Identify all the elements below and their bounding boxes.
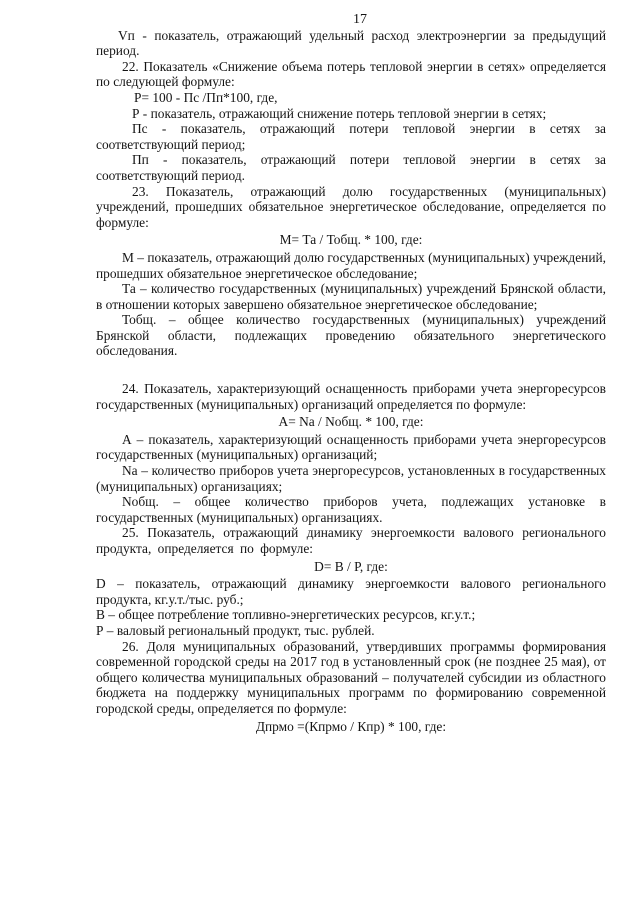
- paragraph-m-definition: М – показатель, отражающий долю государственных (муниципальных) учреждений, прошедших обязательное энергетическое обследование;: [96, 249, 606, 281]
- paragraph-a-definition: А – показатель, характеризующий оснащенность приборами учета энергоресурсов государственных (муниципальных) организаций;: [96, 431, 606, 463]
- document-page: [96, 12, 606, 736]
- paragraph-d-definition: D – показатель, отражающий динамику энергоемкости валового регионального продукта, кг.у.т./тыс. руб.;: [96, 576, 606, 607]
- blank-space: [96, 359, 606, 381]
- paragraph-r-definition: Р – валовый региональный продукт, тыс. рублей.: [96, 622, 375, 638]
- paragraph-ps-definition: Пс - показатель, отражающий потери тепловой энергии в сетях за соответствующий период;: [96, 121, 606, 152]
- formula-dprmo: Дпрмо =(Кпрмо / Кпр) * 100, где:: [255, 718, 447, 734]
- paragraph-vp-definition: Vп - показатель, отражающий удельный расход электроэнергии за предыдущий период.: [96, 27, 606, 59]
- paragraph-tobsch-definition: Тобщ. – общее количество государственных (муниципальных) учреждений Брянской области, подлежащих проведению обязательного энергетического обследования.: [96, 312, 606, 359]
- paragraph-item-24: 24. Показатель, характеризующий оснащенность приборами учета энергоресурсов государственных (муниципальных) организаций определяется по формуле:: [96, 381, 606, 412]
- paragraph-item-22: 22. Показатель «Снижение объема потерь тепловой энергии в сетях» определяется по следующей формуле:: [96, 58, 606, 90]
- formula-d: D= В / Р, где:: [314, 558, 388, 574]
- paragraph-pp-definition: Пп - показатель, отражающий потери тепловой энергии в сетях за соответствующий период.: [96, 152, 606, 183]
- formula-m: М= Та / Тобщ. * 100, где:: [279, 232, 423, 248]
- paragraph-na-definition: Nа – количество приборов учета энергоресурсов, установленных в государственных (муниципальных) организациях;: [96, 463, 606, 494]
- formula-p: Р= 100 - Пс /Пп*100, где,: [134, 89, 278, 105]
- page-number: 17: [353, 12, 367, 27]
- paragraph-v-definition: В – общее потребление топливно-энергетических ресурсов, кг.у.т.;: [96, 607, 476, 623]
- paragraph-p-definition: Р - показатель, отражающий снижение потерь тепловой энергии в сетях;: [132, 105, 547, 121]
- formula-a: А= Nа / Nобщ. * 100, где:: [278, 414, 424, 430]
- paragraph-item-25: 25. Показатель, отражающий динамику энергоемкости валового регионального продукта, определяется по формуле:: [96, 525, 606, 556]
- paragraph-nobsch-definition: Nобщ. – общее количество приборов учета, подлежащих установке в государственных (муниципальных) организациях.: [96, 494, 606, 525]
- paragraph-item-23: 23. Показатель, отражающий долю государственных (муниципальных) учреждений, прошедших обязательное энергетическое обследование, определяется по формуле:: [96, 183, 606, 230]
- paragraph-item-26: 26. Доля муниципальных образований, утвердивших программы формирования современной городской среды на 2017 год в установленный срок (не позднее 25 мая), от общего количества муниципальных образований – получателей субсидии из областного бюджета на поддержку муниципальных программ по формированию современной городской среды, определяется по формуле:: [96, 638, 606, 716]
- paragraph-ta-definition: Та – количество государственных (муниципальных) учреждений Брянской области, в отношении которых завершено обязательное энергетическое обследование;: [96, 281, 606, 312]
